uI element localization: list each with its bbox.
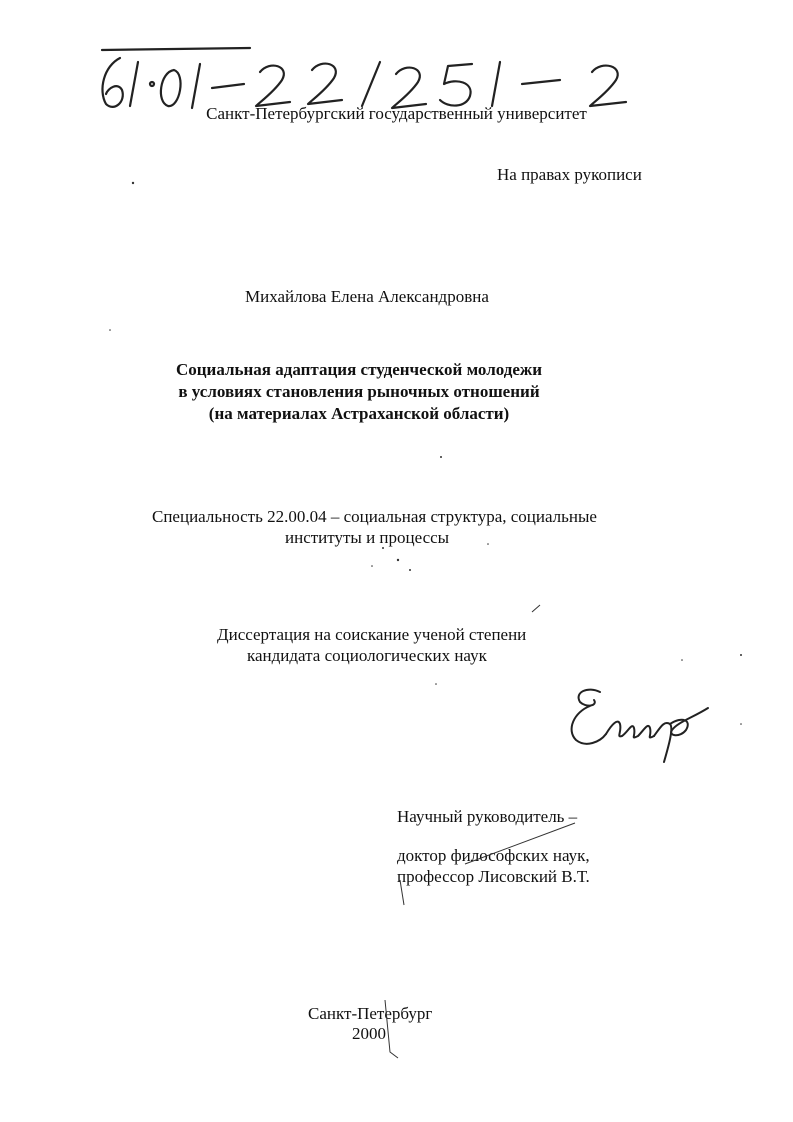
title-line-1: Социальная адаптация студенческой молодежи	[175, 360, 543, 379]
university-name: Санкт-Петербургский государственный университет	[206, 104, 587, 123]
supervisor-label: Научный руководитель –	[397, 807, 578, 826]
rights-note: На правах рукописи	[497, 165, 642, 184]
city: Санкт-Петербург	[308, 1004, 433, 1023]
degree-line-2: кандидата социологических наук	[247, 646, 487, 665]
author-name: Михайлова Елена Александровна	[245, 287, 489, 306]
handwritten-signature	[560, 678, 720, 768]
degree-line-1: Диссертация на соискание ученой степени	[217, 625, 527, 644]
title-line-2: в условиях становления рыночных отношений	[178, 382, 540, 401]
specialty-line-1: Специальность 22.00.04 – социальная структура, социальные	[152, 507, 597, 526]
specialty-line-2: институты и процессы	[285, 528, 450, 547]
title-line-3: (на материалах Астраханской области)	[208, 404, 510, 423]
year: 2000	[352, 1024, 386, 1043]
supervisor-name: профессор Лисовский В.Т.	[397, 867, 590, 886]
supervisor-degree: доктор философских наук,	[397, 846, 590, 865]
